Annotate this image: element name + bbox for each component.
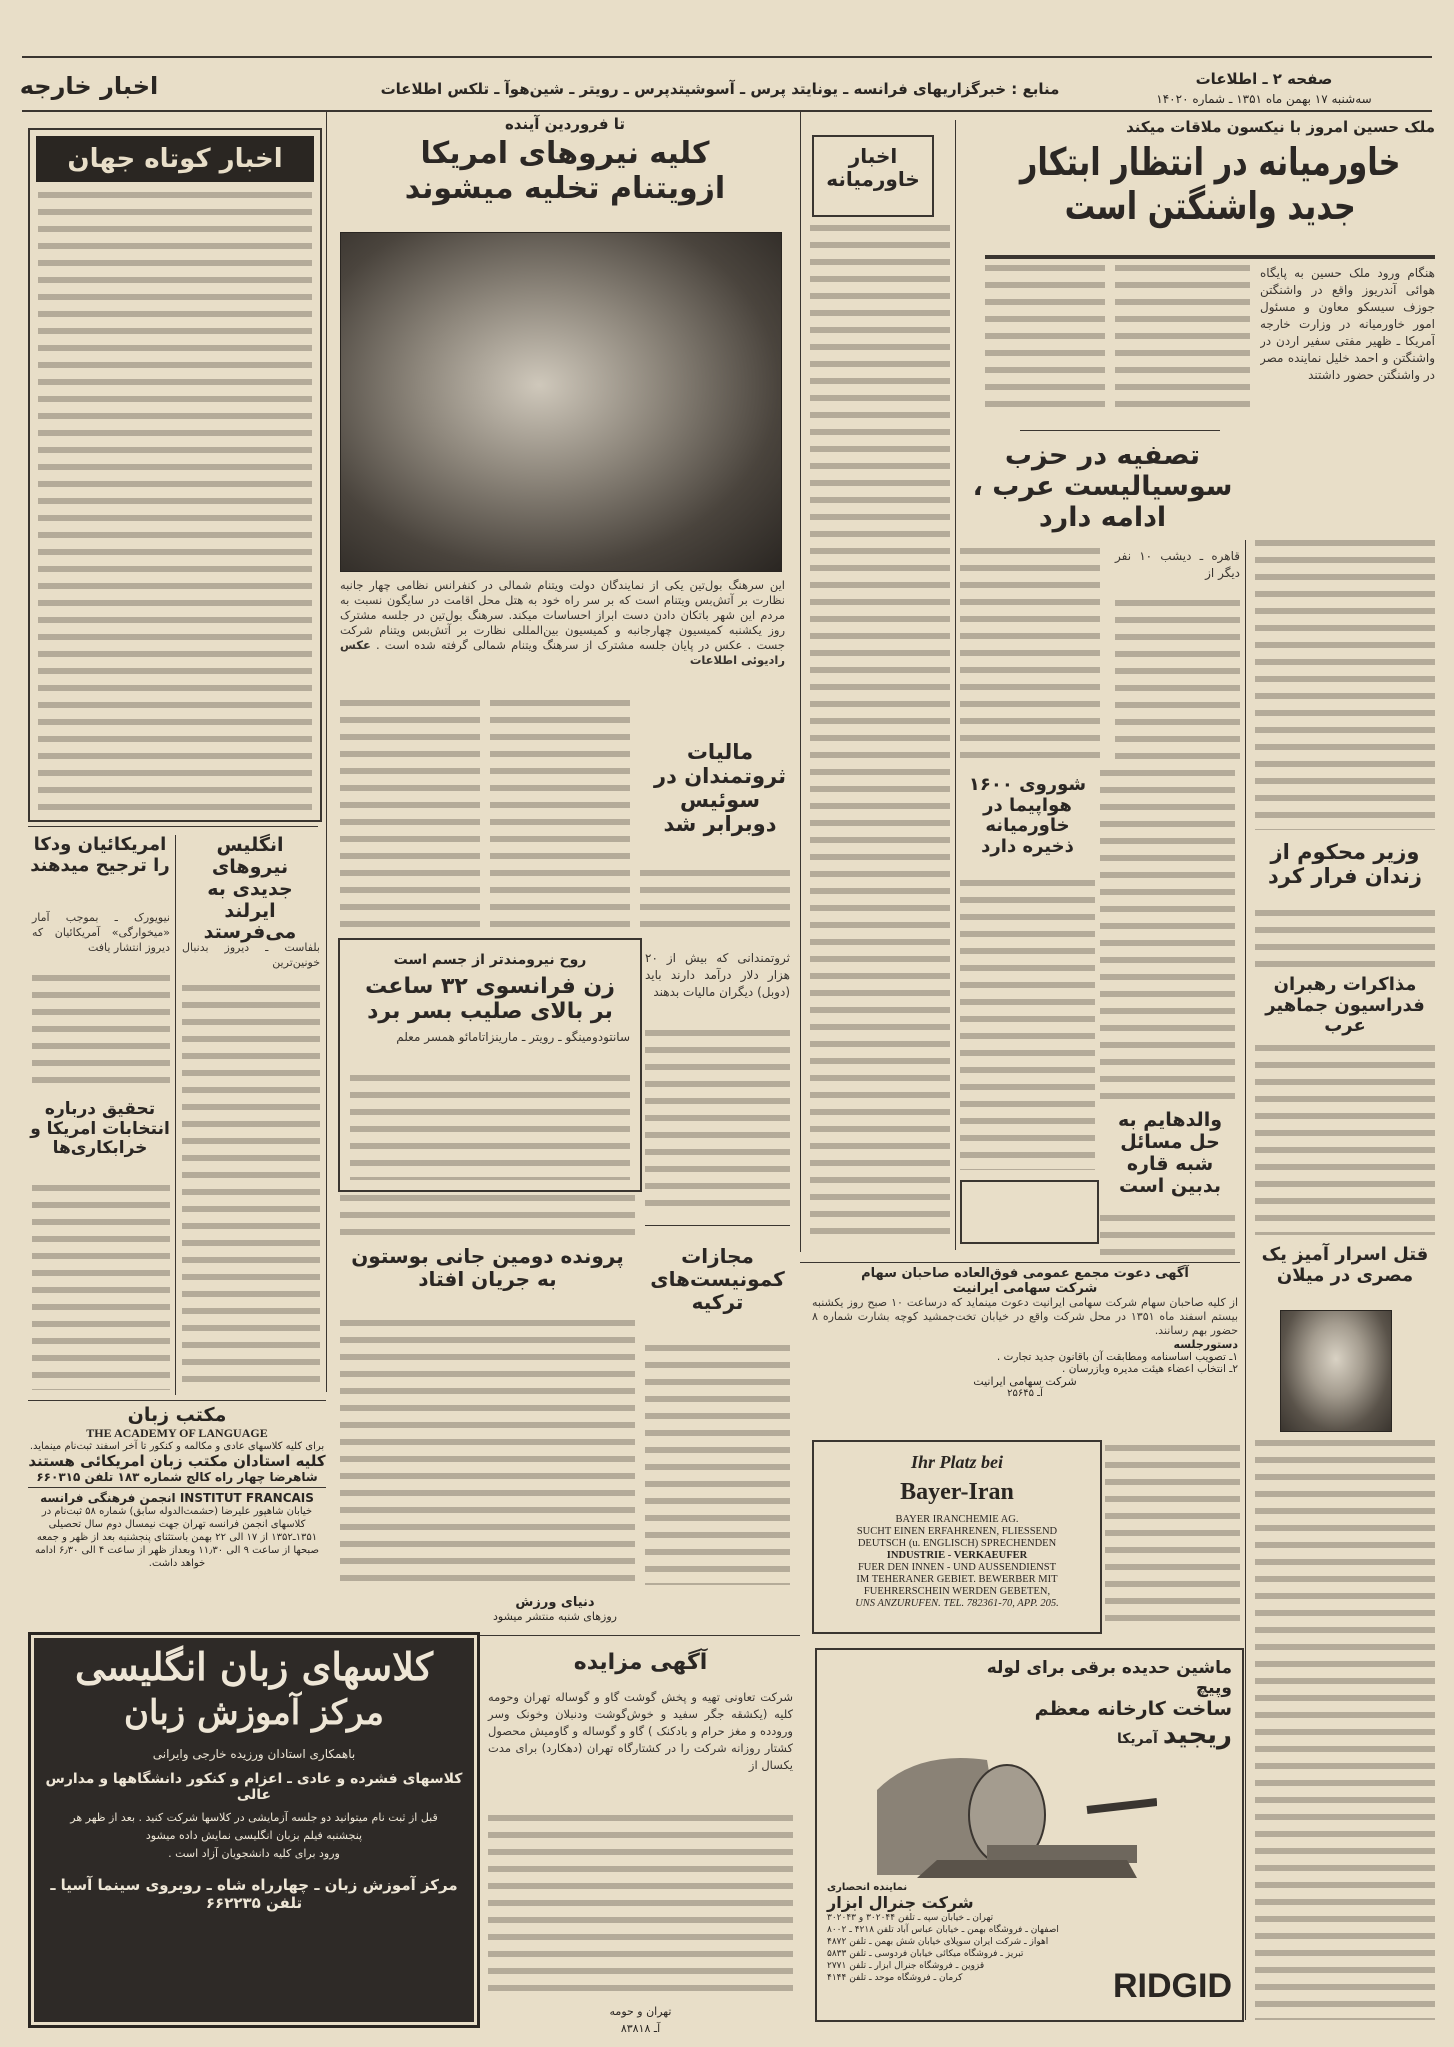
turkey-headline: مجازات کمونیست‌های ترکیه (650, 1244, 785, 1314)
ridgid-company: شرکت جنرال ابزار (827, 1893, 974, 1912)
notice-box (960, 1180, 1099, 1244)
column-rule (955, 120, 956, 1250)
french-woman-body: سانتودومینگو ـ رویتر ـ مارینزاتامائو همسر معلم (396, 1029, 630, 1044)
body-text (340, 1320, 635, 1590)
ridgid-agent-label: نماینده انحصاری (827, 1882, 908, 1893)
academy-address: شاهرضا چهار راه کالج شماره ۱۸۳ تلفن ۶۶۰۳۱۵ (36, 1470, 318, 1484)
divider (28, 1400, 326, 1401)
page-info (1114, 70, 1414, 106)
invitation-notice (812, 1266, 1238, 1399)
invitation-signature: شرکت سهامی ایرانیت (973, 1375, 1077, 1388)
auction-footer: تهران و حومه (609, 2005, 672, 2018)
lead-body-text (1115, 265, 1250, 415)
ridgid-line2: ساخت کارخانه معظم (1034, 1698, 1232, 1720)
column-rule (1245, 540, 1246, 2020)
news-sources: منابع : خبرگزاریهای فرانسه ـ یونایتد پرس ـ آسوشیتدپرس ـ رویتر ـ شین‌هوآ ـ تلکس اطلاعات (380, 80, 1060, 98)
ireland-body: بلفاست ـ دیروز بدنبال خونین‌ترین (182, 941, 320, 969)
academy-title: مکتب زبان (127, 1404, 227, 1426)
auction-title: آگهی مزایده (573, 1650, 708, 1675)
invitation-company: شرکت سهامی ایرانیت (952, 1281, 1098, 1296)
divider (1020, 430, 1220, 431)
bayer-line: IM TEHERANER GEBIET. BEWERBER MIT (856, 1574, 1058, 1585)
vodka-body: نیویورک ـ بموجب آمار «میخوارگی» آمریکائیان که دیروز انتشار یافت (32, 911, 170, 954)
academy-line1: برای کلیه کلاسهای عادی و مکالمه و کنکور تا آخر اسفند ثبت‌نام مینماید. (29, 1441, 325, 1452)
body-text (1255, 910, 1435, 970)
ridgid-branch: اصفهان ـ فروشگاه بهمن ـ خیابان عباس آباد تلفن ۴۲۱۸ ـ ۸۰۰۲ (827, 1925, 1059, 1935)
waldheim-headline: والدهایم به حل مسائل شبه قاره بدبین است (1117, 1109, 1223, 1197)
ridgid-ad (815, 1648, 1244, 2022)
column-rule (800, 112, 801, 1252)
ridgid-branch: کرمان ـ فروشگاه موحد ـ تلفن ۴۱۴۴ (827, 1973, 963, 1983)
lc-line2: کلاسهای فشرده و عادی ـ اعزام و کنکور دانشگاهها و مدارس عالی (45, 1771, 463, 1803)
ridgid-brand-fa: ریجید (1162, 1720, 1232, 1750)
invitation-code: آـ ۲۵۶۴۵ (1007, 1388, 1043, 1399)
lc-subtitle: مرکز آموزش زبان (124, 1693, 384, 1733)
language-center-ad (28, 1632, 480, 2028)
auction-text: شرکت تعاونی تهیه و پخش گوشت گاو و گوساله تهران وحومه کلیه (یکشقه جگر سفید و خوش‌گوشت ودنبلان وخونک وسر ورودده و مغز حرام و بادکنک ) گاو و گوساله و گاومیش محصول کشتار روزانه شرکت را در کشتارگاه تهران (دهکارد) برای مدت یکسال از (488, 1690, 793, 1773)
vietnam-photo (340, 232, 782, 572)
lead-kicker: ملک حسین امروز با نیکسون ملاقات میکند (1126, 118, 1435, 136)
portrait-photo (1280, 1310, 1392, 1432)
pipe-threading-machine-illustration (857, 1710, 1157, 1880)
mideast-news-label: اخبار خاورمیانه (826, 144, 920, 191)
lead-story (985, 118, 1435, 253)
invitation-title: آگهی دعوت مجمع عمومی فوق‌العاده صاحبان سهام (861, 1266, 1189, 1281)
body-text (1105, 1445, 1240, 1630)
world-briefs-title: اخبار کوتاه جهان (36, 136, 314, 182)
divider (645, 1225, 790, 1226)
ireland-headline: انگلیس نیروهای جدیدی به ایرلند می‌فرستد (203, 834, 297, 944)
bayer-contact: UNS ANZURUFEN. TEL. 782361-70, APP. 205. (855, 1598, 1059, 1609)
mideast-news-box (812, 135, 934, 217)
body-text (340, 700, 480, 930)
body-text (1100, 1215, 1235, 1255)
body-text (960, 548, 1100, 760)
sports-label: دنیای ورزش (515, 1595, 595, 1610)
body-text (32, 1185, 170, 1390)
french-woman-box (338, 938, 642, 1192)
world-briefs-box (28, 128, 322, 822)
sports-note (480, 1595, 630, 1623)
arab-socialist-headline: تصفیه در حزب سوسیالیست عرب ، ادامه دارد (972, 440, 1233, 534)
lc-line4: پنجشنبه فیلم بزبان انگلیسی نمایش داده میشود (145, 1829, 363, 1842)
ridgid-brand-suffix: آمریکا (1116, 1731, 1158, 1747)
ridgid-branch: تهران ـ خیابان سپه ـ تلفن ۳۰۲۰۴۴ و ۳۰۲۰۴۳ (827, 1913, 994, 1923)
swiss-tax-headline: مالیات ثروتمندان در سوئیس دوبرابر شد (654, 740, 786, 837)
lead-headline: خاورمیانه در انتظار ابتکار جدید واشنگتن است (1019, 140, 1401, 228)
body-text (645, 1345, 790, 1585)
body-text (1255, 1440, 1435, 2020)
soviet-aircraft-headline: شوروی ۱۶۰۰ هواپیما در خاورمیانه ذخیره دارد (968, 774, 1087, 858)
french-woman-kicker: روح نیرومندتر از جسم است (393, 952, 587, 968)
lead-rule (985, 255, 1435, 259)
column-rule (326, 112, 327, 1392)
bayer-job-title: INDUSTRIE - VERKAEUFER (886, 1550, 1028, 1561)
bayer-line: SUCHT EINEN ERFAHRENEN, FLIESSEND (856, 1526, 1058, 1537)
bayer-ad (812, 1440, 1102, 1634)
body-text (640, 870, 790, 930)
briefs-body-text (38, 192, 312, 812)
boston-headline: پرونده دومین جانی بوستون به جریان افتاد (351, 1244, 624, 1291)
ridgid-branch: قزوین ـ فروشگاه جنرال ابزار ـ تلفن ۲۷۷۱ (827, 1961, 985, 1971)
academy-title-en: THE ACADEMY OF LANGUAGE (86, 1426, 268, 1440)
ridgid-branch: تبریز ـ فروشگاه میکائی خیابان فردوسی ـ تلفن ۵۸۳۳ (827, 1949, 1024, 1959)
lead-body: هنگام ورود ملک حسین به پایگاه هوائی آندریوز واقع در واشنگتن جوزف سیسکو معاون و مسئول امور خاورمیانه در وزارت خارجه آمریکا ـ ظهیر مفتی سفیر اردن در واشنگتن و احمد خلیل نماینده مصر در واشنگتن حضور داشتند (1260, 266, 1435, 382)
body-text (490, 700, 630, 930)
body-text (1255, 1045, 1435, 1235)
arab-socialist-body: قاهره ـ دیشب ۱۰ نفر دیگر از (1115, 549, 1240, 580)
agenda-item: ۲ـ انتخاب اعضاء هیئت مدیره وبازرسان . (1062, 1363, 1238, 1375)
arab-federation-headline: مذاکرات رهبران فدراسیون جماهیر عرب (1265, 974, 1425, 1037)
elections-headline: تحقیق درباره انتخابات امریکا و خرابکاری‌ها (30, 1099, 170, 1159)
vietnam-headline: کلیه نیروهای امریکا ازویتنام تخلیه میشوند (404, 136, 726, 206)
column-rule (175, 835, 176, 1395)
agenda-title: دستورجلسه (1173, 1338, 1238, 1351)
bayer-line: FUEHRERSCHEIN WERDEN GEBETEN, (863, 1586, 1051, 1597)
auction-code: آـ ۸۳۸۱۸ (620, 2022, 661, 2035)
ridgid-logo: RIDGID (1113, 1967, 1232, 2005)
institut-title: INSTITUT FRANCAIS انجمن فرهنگی فرانسه (40, 1491, 314, 1505)
vietnam-kicker: تا فروردین آینده (504, 115, 626, 133)
milan-murder-headline: قتل اسرار آمیز یک مصری در میلان (1261, 1244, 1429, 1286)
lc-footer: مرکز آموزش زبان ـ چهارراه شاه ـ روبروی سینما آسیا ـ تلفن ۶۶۲۲۳۵ (50, 1876, 458, 1912)
body-text (182, 985, 320, 1390)
body-text (32, 975, 170, 1090)
swiss-tax-body: ثروتمندانی که بیش از ۲۰ هزار دلار درآمد دارند باید (دوبل) دیگران مالیات بدهند (645, 951, 790, 999)
auction-notice (488, 1650, 793, 2035)
divider (28, 826, 318, 827)
agenda-item: ۱ـ تصویب اساسنامه ومطابقت آن باقانون جدید تجارت . (996, 1351, 1238, 1363)
vietnam-caption (340, 578, 785, 668)
french-woman-headline: زن فرانسوی ۳۲ ساعت بر بالای صلیب بسر برد (365, 974, 615, 1025)
bayer-brand: Bayer-Iran (900, 1479, 1014, 1505)
body-text (488, 1815, 793, 2000)
lc-title: کلاسهای زبان انگلیسی (74, 1644, 434, 1689)
caption-text: این سرهنگ بول‌تین یکی از نمایندگان دولت ویتنام شمالی در کنفرانس نظامی چهار جانبه نظارت بر آتش‌بس ویتنام است که بر سر راه خود به هتل محل اقامت در سایگون نسبت به مردم این شهر باتکان دادن دست ابراز احساسات میکند. سرهنگ بول‌تین در جلسه مشترک روز یکشنبه کمیسیون چهارجانبه و کمیسیون بین‌المللی نظارت بر آتش‌بس ویتنام شرکت جست . عکس در پایان جلسه مشترک از سرهنگ ویتنام شمالی گرفته شده است . (340, 578, 786, 652)
section-title: اخبار خارجه (19, 72, 159, 100)
bayer-line: FUER DEN INNEN - UND AUSSENDIENST (857, 1562, 1057, 1573)
academy-ad (28, 1404, 326, 1570)
issue-date: سه‌شنبه ۱۷ بهمن ماه ۱۳۵۱ ـ شماره ۱۴۰۲۰ (1156, 92, 1372, 106)
body-text (645, 1030, 790, 1210)
body-text (1255, 540, 1435, 830)
ridgid-branch: اهواز ـ شرکت ایران سوپلای خیابان شش بهمن ـ تلفن ۴۸۷۲ (827, 1937, 1049, 1947)
vodka-headline: امریکائیان ودکا را ترجیح میدهند (30, 834, 170, 876)
body-text (1115, 600, 1240, 760)
academy-line2: کلیه استادان مکتب زبان امریکائی هستند (28, 1452, 326, 1470)
bayer-tagline: Ihr Platz bei (910, 1452, 1003, 1472)
header-rule (22, 110, 1432, 112)
sports-sub: روزهای شنبه منتشر میشود (493, 1610, 617, 1623)
photo-credit: عکس رادیوئی اطلاعات (340, 638, 785, 667)
body-text (1100, 770, 1235, 1100)
page-number: صفحه ۲ ـ اطلاعات (1195, 70, 1333, 88)
lc-line3: قبل از ثبت نام میتوانید دو جلسه آزمایشی در کلاسها شرکت کنید . بعد از ظهر هر (70, 1811, 438, 1824)
ridgid-line1: ماشین حدیده برقی برای لوله وپیچ (986, 1658, 1232, 1698)
minister-escape-headline: وزیر محکوم از زندان فرار کرد (1267, 840, 1422, 889)
divider (480, 1635, 800, 1636)
vietnam-story (340, 115, 790, 206)
top-rule (22, 56, 1432, 58)
mideast-body-text (810, 225, 950, 1235)
body-text (960, 880, 1095, 1170)
body-text (350, 1075, 630, 1180)
body-text (340, 1195, 635, 1235)
invitation-text: از کلیه صاحبان سهام شرکت سهامی ایرانیت دعوت مینماید که درساعت ۱۰ صبح روز یکشنبه بیستم اسفند ماه ۱۳۵۱ در محل شرکت واقع در خیابان تخت‌جمشید کوچه بشارت شماره ۸ حضور بهم رسانند. (812, 1296, 1239, 1337)
lead-body-text (985, 265, 1105, 415)
bayer-line: BAYER IRANCHEMIE AG. (895, 1514, 1019, 1525)
lc-line1: باهمکاری استادان ورزیده خارجی وایرانی (152, 1747, 356, 1761)
bayer-line: DEUTSCH (u. ENGLISCH) SPRECHENDEN (857, 1538, 1057, 1549)
institut-text: خیابان شاهپور علیرضا (حشمت‌الدوله سابق) شماره ۵۸ ثبت‌نام در کلاسهای انجمن فرانسه تهران جهت نیمسال دوم سال تحصیلی ۱۳۵۱ـ۱۳۵۲ از ۱۷ الی ۲۲ بهمن باستثنای پنجشنبه بعد از ظهر و جمعه صبحها از ساعت ۹ الی ۱۱٫۳۰ وبعداز ظهر از ساعت ۴ الی ۶٫۳۰ ادامه خواهد داشت. (35, 1506, 319, 1569)
divider (800, 1262, 1240, 1263)
lc-line5: ورود برای کلیه دانشجویان آزاد است . (168, 1847, 340, 1860)
